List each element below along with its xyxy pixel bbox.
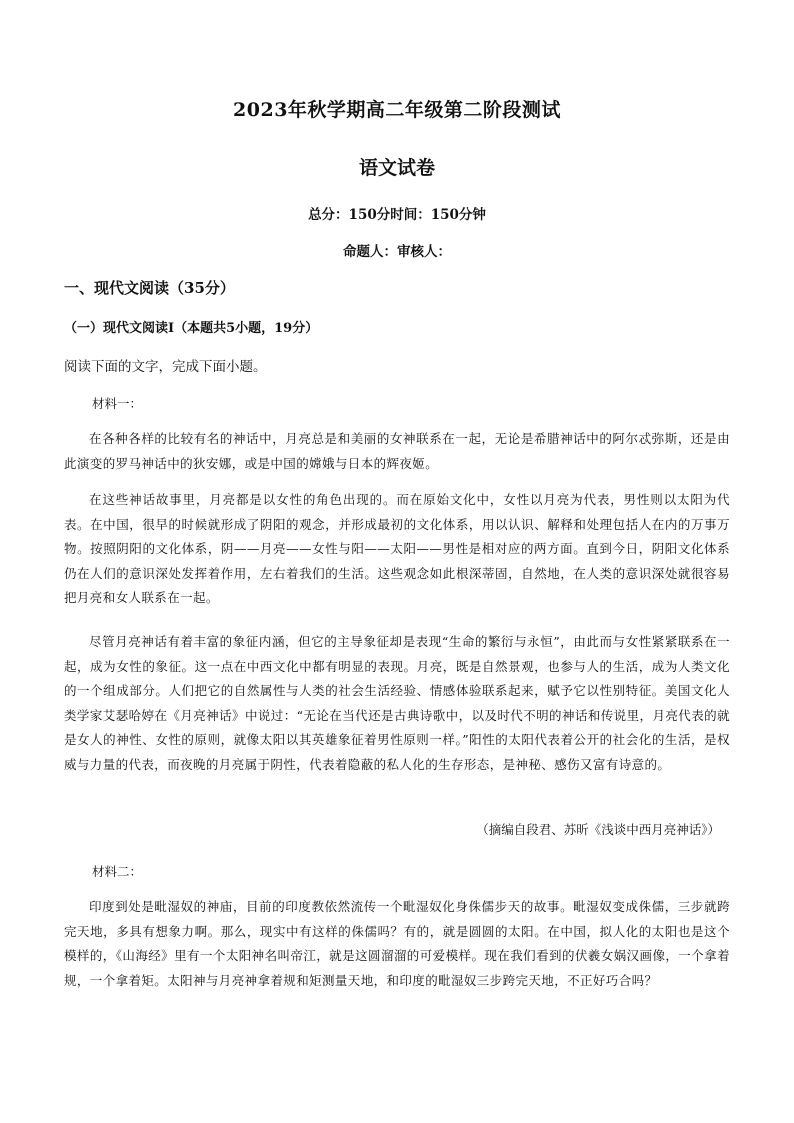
material-one-label: 材料一： <box>92 396 143 411</box>
section-heading: 一、现代文阅读（35分） <box>64 279 235 297</box>
exam-subject-title: 语文试卷 <box>358 157 435 179</box>
material-one-paragraph: 在这些神话故事里，月亮都是以女性的角色出现的。而在原始文化中，女性以月亮为代表，男性则以太阳为代表。在中国，很早的时候就形成了阴阳的观念，并形成最初的文化体系，用以认识、解释和处理包括人在内的万事万物。按照阴阳的文化体系，阴——月亮——女性与阳——太阳——男性是相对应的两方面。直到今日，阴阳文化体系仍在人们的意识深处发挥着作用，左右着我们的生活。这些观念如此根深蒂固，自然地，在人类的意识深处就很容易把月亮和女人联系在一起。 <box>64 492 730 605</box>
subsection-heading: （一）现代文阅读Ⅰ（本题共5小题，19分） <box>64 321 319 336</box>
material-one-source: （摘编自段君、苏昕《浅谈中西月亮神话》） <box>476 822 720 837</box>
material-one-paragraph: 在各种各样的比较有名的神话中，月亮总是和美丽的女神联系在一起，无论是希腊神话中的阿尔忒弥斯，还是由此演变的罗马神话中的狄安娜，或是中国的嫦娥与日本的辉夜姬。 <box>64 431 730 471</box>
material-two-label: 材料二： <box>92 864 143 879</box>
reading-instruction: 阅读下面的文字，完成下面小题。 <box>64 359 267 375</box>
score-time-line: 总分：150分时间：150分钟 <box>308 207 486 223</box>
material-two-paragraph: 印度到处是毗湿奴的神庙，目前的印度教依然流传一个毗湿奴化身侏儒步天的故事。毗湿奴变成侏儒，三步就跨完天地，多具有想象力啊。那么，现实中有这样的侏儒吗？有的，就是圆圆的太阳。在中国，拟人化的太阳也是这个模样的，《山海经》里有一个太阳神名叫帝江，就是这圆溜溜的可爱模样。现在我们看到的伏羲女娲汉画像，一个拿着规，一个拿着矩。太阳神与月亮神拿着规和矩测量天地，和印度的毗湿奴三步跨完天地，不正好巧合吗？ <box>64 899 730 988</box>
material-one-paragraph: 尽管月亮神话有着丰富的象征内涵，但它的主导象征却是表现“生命的繁衍与永恒”，由此而与女性紧紧联系在一起，成为女性的象征。这一点在中西文化中都有明显的表现。月亮，既是自然景观，也参与人的生活，成为人类文化的一个组成部分。人们把它的自然属性与人类的社会生活经验、情感体验联系起来，赋予它以性别特征。美国文化人类学家艾瑟哈婷在《月亮神话》中说过：“无论在当代还是古典诗歌中，以及时代不明的神话和传说里，月亮代表的就是女人的神性、女性的原则，就像太阳以其英雄象征着男性原则一样。”阳性的太阳代表着公开的社会化的生活，是权威与力量的代表，而夜晚的月亮属于阴性，代表着隐蔽的私人化的生存形态，是神秘、感伤又富有诗意的。 <box>64 634 730 772</box>
author-reviewer-line: 命题人：审核人： <box>343 244 451 260</box>
page-title: 2023年秋学期高二年级第二阶段测试 <box>233 99 561 121</box>
